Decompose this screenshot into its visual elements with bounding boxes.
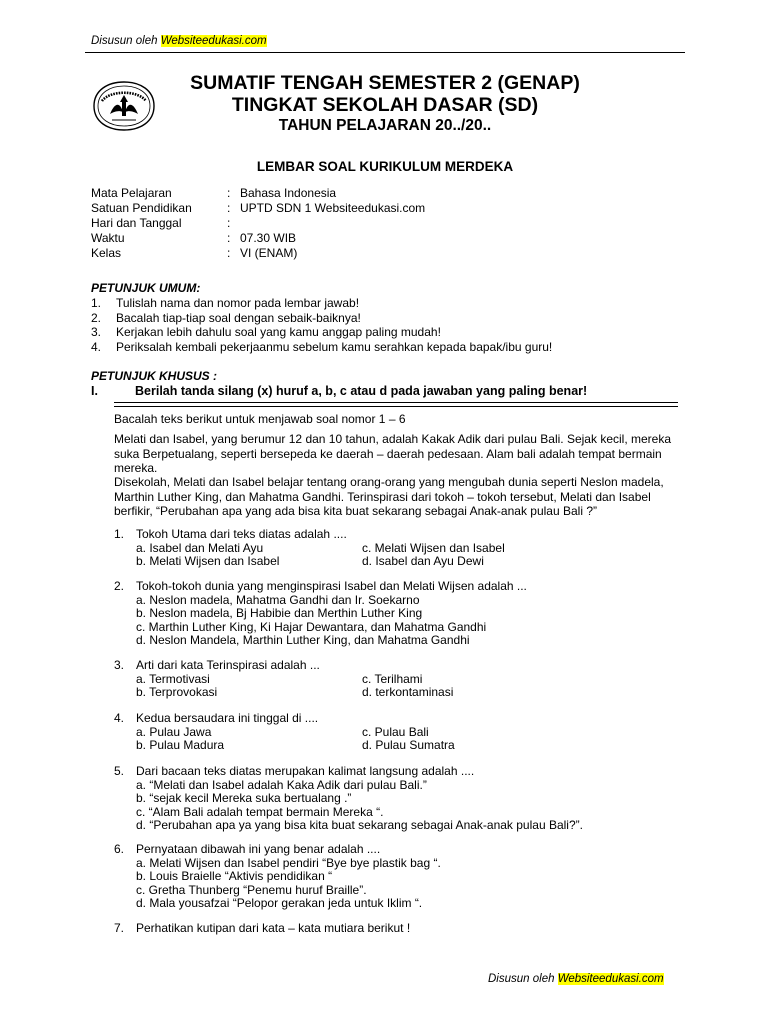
question-stem: Tokoh-tokoh dunia yang menginspirasi Isabel dan Melati Wijsen adalah ... [136, 579, 527, 593]
option-b[interactable]: b. Pulau Madura [136, 738, 225, 752]
instruction-text: Berilah tanda silang (x) huruf a, b, c atau d pada jawaban yang paling benar! [135, 384, 588, 398]
info-label: Hari dan Tanggal [91, 216, 182, 230]
question-number: 3. [114, 658, 125, 672]
question-stem: Dari bacaan teks diatas merupakan kalimat langsung adalah .... [136, 764, 475, 778]
option-c[interactable]: c. Pulau Bali [362, 724, 429, 739]
question-number: 7. [114, 921, 125, 935]
question-number: 1. [114, 527, 125, 541]
option-b[interactable]: b. “sejak kecil Mereka suka bertualang .” [136, 791, 352, 805]
title-line-1: SUMATIF TENGAH SEMESTER 2 (GENAP) [190, 72, 580, 94]
option-b[interactable]: b. Neslon madela, Bj Habibie dan Merthin Luther King [136, 606, 423, 620]
title-line-2: TINGKAT SEKOLAH DASAR (SD) [231, 94, 539, 116]
option-c[interactable]: c. Gretha Thunberg “Penemu huruf Braille”. [136, 882, 367, 897]
double-rule-thick [114, 402, 678, 403]
option-c[interactable]: c. Melati Wijsen dan Isabel [362, 540, 505, 555]
info-value: VI (ENAM) [240, 246, 298, 260]
question-stem: Pernyataan dibawah ini yang benar adalah .... [136, 842, 381, 856]
info-label: Waktu [91, 231, 125, 245]
list-number: 4. [91, 339, 102, 354]
info-colon: : [227, 186, 231, 200]
question-stem: Arti dari kata Terinspirasi adalah ... [136, 658, 320, 672]
header-rule [85, 52, 685, 53]
reading-paragraph-2: Disekolah, Melati dan Isabel belajar tentang orang-orang yang mengubah dunia seperti Neslon madela, Marthin Luther King, dan Mahatma Gandhi. Terinspirasi dari tokoh – tokoh tersebut, Melati dan Isabel berfikir, “Perubahan apa yang ada bisa kita buat sekarang sebagai Anak-anak pulau Bali ?” [114, 475, 664, 518]
petunjuk-khusus-heading: PETUNJUK KHUSUS : [91, 369, 218, 383]
info-label: Satuan Pendidikan [91, 201, 192, 215]
info-value: 07.30 WIB [240, 231, 297, 245]
list-number: 2. [91, 310, 102, 325]
option-d[interactable]: d. terkontaminasi [362, 685, 454, 699]
option-a[interactable]: a. Isabel dan Melati Ayu [136, 540, 264, 555]
credit-prefix: Disusun oleh [91, 35, 161, 47]
info-colon: : [227, 246, 231, 260]
question-number: 2. [114, 579, 125, 593]
section-roman-numeral: I. [91, 384, 98, 398]
question-stem: Perhatikan kutipan dari kata – kata mutiara berikut ! [136, 921, 411, 935]
list-text: Kerjakan lebih dahulu soal yang kamu anggap paling mudah! [116, 325, 441, 339]
credit-prefix: Disusun oleh [488, 973, 558, 985]
option-a[interactable]: a. Termotivasi [136, 671, 210, 686]
list-text: Periksalah kembali pekerjaanmu sebelum kamu serahkan kepada bapak/ibu guru! [116, 339, 553, 354]
option-d[interactable]: d. Neslon Mandela, Marthin Luther King, dan Mahatma Gandhi [136, 633, 470, 647]
reading-paragraph-1: Melati dan Isabel, yang berumur 12 dan 10 tahun, adalah Kakak Adik dari pulau Bali. Sejak kecil, mereka suka Berpetualang, seperti bersepeda ke daerah – daerah pedesaan. Alam bali adalah tempat bermain mereka. [114, 432, 672, 475]
credit-site-link[interactable]: Websiteedukasi.com [557, 973, 664, 985]
worksheet-subtitle: LEMBAR SOAL KURIKULUM MERDEKA [256, 159, 514, 174]
option-d[interactable]: d. Pulau Sumatra [362, 738, 455, 752]
list-text: Tulislah nama dan nomor pada lembar jawab! [116, 296, 360, 310]
option-a[interactable]: a. Melati Wijsen dan Isabel pendiri “Bye bye plastik bag “. [136, 855, 441, 870]
credit-bottom [488, 973, 664, 985]
question-number: 5. [114, 764, 125, 778]
info-value: Bahasa Indonesia [240, 186, 337, 200]
option-d[interactable]: d. Isabel dan Ayu Dewi [362, 554, 484, 568]
option-c[interactable]: c. “Alam Bali adalah tempat bermain Mereka “. [136, 804, 384, 819]
question-stem: Tokoh Utama dari teks diatas adalah .... [136, 527, 347, 541]
question-stem: Kedua bersaudara ini tinggal di .... [136, 711, 319, 725]
info-colon: : [227, 216, 231, 230]
info-label: Mata Pelajaran [91, 186, 172, 200]
option-c[interactable]: c. Marthin Luther King, Ki Hajar Dewantara, dan Mahatma Gandhi [136, 619, 487, 634]
reading-intro: Bacalah teks berikut untuk menjawab soal nomor 1 – 6 [114, 412, 406, 426]
credit-site-link[interactable]: Websiteedukasi.com [160, 35, 267, 47]
option-a[interactable]: a. Neslon madela, Mahatma Gandhi dan Ir. Soekarno [136, 592, 420, 607]
info-value: UPTD SDN 1 Websiteedukasi.com [240, 201, 426, 215]
option-c[interactable]: c. Terilhami [362, 671, 423, 686]
info-colon: : [227, 231, 231, 245]
option-d[interactable]: d. Mala yousafzai “Pelopor gerakan jeda untuk Iklim “. [136, 896, 423, 910]
list-number: 3. [91, 325, 102, 339]
list-number: 1. [91, 296, 102, 310]
info-colon: : [227, 201, 231, 215]
option-d[interactable]: d. “Perubahan apa ya yang bisa kita buat sekarang sebagai Anak-anak pulau Bali?”. [136, 818, 583, 832]
option-b[interactable]: b. Melati Wijsen dan Isabel [136, 554, 280, 568]
question-number: 4. [114, 711, 125, 725]
option-b[interactable]: b. Terprovokasi [136, 685, 218, 699]
petunjuk-umum-heading: PETUNJUK UMUM: [91, 281, 201, 295]
option-a[interactable]: a. Pulau Jawa [136, 724, 212, 739]
credit-top [91, 35, 267, 47]
info-label: Kelas [91, 246, 122, 260]
question-number: 6. [114, 842, 125, 856]
double-rule-thin [114, 406, 678, 407]
list-text: Bacalah tiap-tiap soal dengan sebaik-baiknya! [116, 310, 361, 325]
option-a[interactable]: a. “Melati dan Isabel adalah Kaka Adik dari pulau Bali.” [136, 777, 427, 792]
title-line-3: TAHUN PELAJARAN 20../20.. [278, 117, 492, 134]
option-b[interactable]: b. Louis Braielle “Aktivis pendidikan “ [136, 869, 333, 883]
